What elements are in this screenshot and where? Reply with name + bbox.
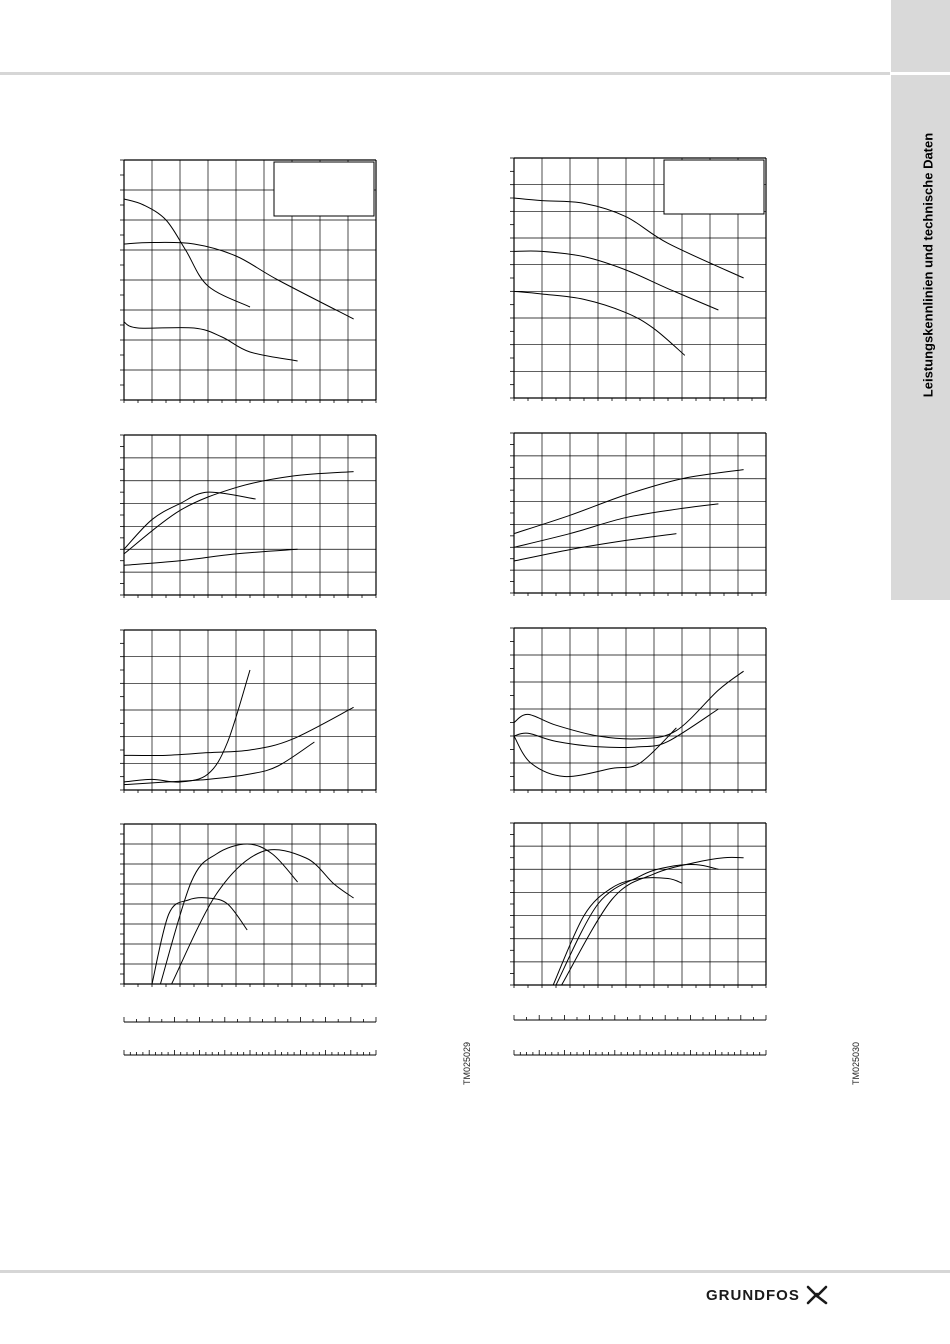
curve-left-2-3 — [124, 549, 298, 565]
curve-right-3-1 — [514, 671, 744, 739]
curve-right-4-3 — [562, 857, 744, 985]
figure-code-right: TM025030 — [851, 1041, 861, 1085]
grundfos-logo — [706, 1285, 828, 1305]
grundfos-x-icon — [806, 1285, 828, 1305]
curve-right-4-2 — [556, 865, 718, 985]
footer-rule — [0, 1270, 950, 1273]
legend-box — [664, 160, 764, 214]
section-title: Leistungskennlinien und technische Daten — [920, 132, 936, 398]
legend-box — [274, 162, 374, 216]
curve-right-1-3 — [514, 291, 685, 355]
curve-left-4-1 — [152, 898, 247, 984]
brand-name: GRUNDFOS — [706, 1286, 800, 1304]
curve-left-1-1 — [124, 199, 250, 307]
curve-left-1-2 — [124, 242, 354, 319]
curve-right-3-2 — [514, 709, 718, 747]
curve-left-3-1 — [124, 670, 250, 782]
curve-left-1-3 — [124, 322, 298, 361]
figure-code-left: TM025029 — [462, 1041, 472, 1085]
curve-right-2-2 — [514, 504, 718, 547]
curve-left-2-2 — [124, 472, 354, 554]
curve-right-1-2 — [514, 251, 718, 310]
curve-left-3-2 — [124, 707, 354, 755]
